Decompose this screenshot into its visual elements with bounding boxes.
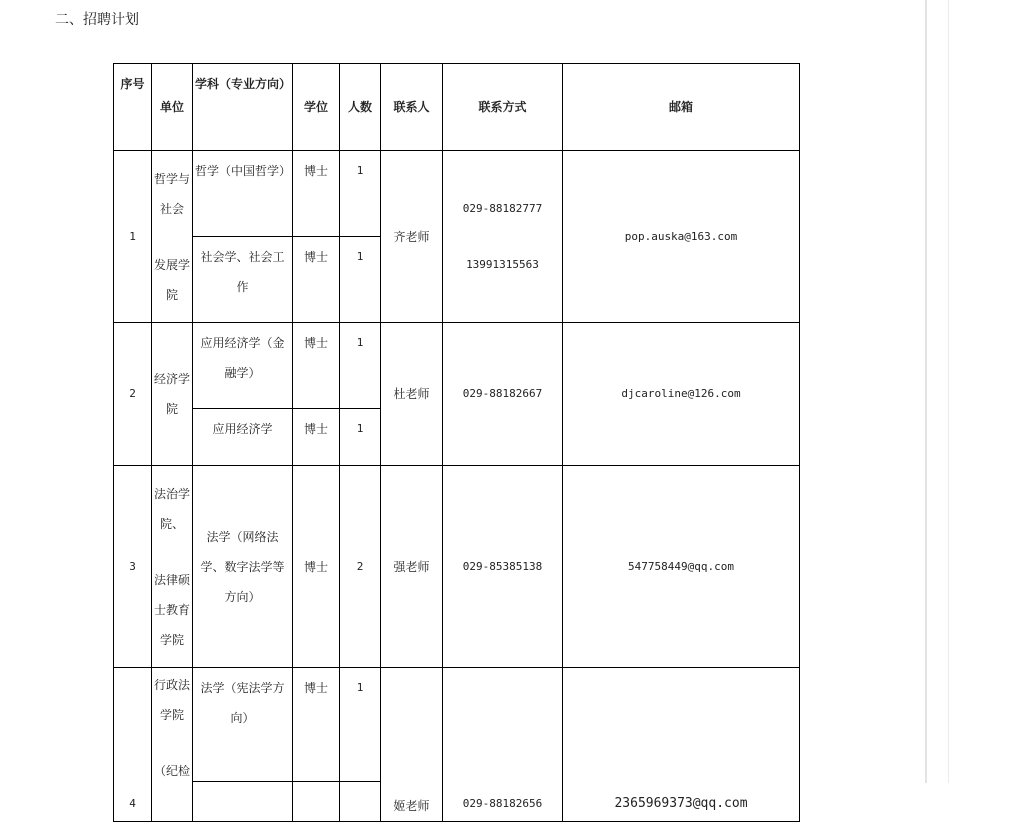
header-email: 邮箱 [563,64,800,151]
cell-count: 1 [340,237,381,323]
cell-email: 2365969373@qq.com [563,668,800,822]
cell-subject: 哲学（中国哲学） [193,151,293,237]
cell-contact: 姬老师 [381,668,443,822]
cell-count [340,782,381,822]
cell-count: 1 [340,151,381,237]
cell-count: 1 [340,323,381,409]
header-contact: 联系人 [381,64,443,151]
cell-email: 547758449@qq.com [563,466,800,668]
cell-seq: 3 [114,466,152,668]
cell-contact: 强老师 [381,466,443,668]
cell-unit-top: 哲学与社会 [154,171,191,216]
cell-phone: 029-88182667 [443,323,563,466]
scrollbar-divider [925,0,927,783]
header-unit: 单位 [152,64,193,151]
cell-count: 2 [340,466,381,668]
cell-degree: 博士 [293,151,340,237]
cell-phone: 029-85385138 [443,466,563,668]
cell-unit-bottom: 法律硕士教育学院 [154,572,191,647]
recruitment-table [113,63,800,822]
cell-unit: 经济学院 [152,323,193,466]
cell-subject [193,782,293,822]
cell-email: pop.auska@163.com [563,151,800,323]
header-degree: 学位 [293,64,340,151]
table-row [114,466,800,668]
section-title: 二、招聘计划 [55,12,139,28]
cell-subject: 法学（宪法学方向） [193,668,293,782]
table-header-row [114,64,800,151]
cell-seq: 1 [114,151,152,323]
cell-seq: 2 [114,323,152,466]
cell-degree: 博士 [293,409,340,466]
cell-phone-2: 13991315563 [466,257,539,271]
cell-phone [443,151,563,323]
table-row [114,668,800,782]
cell-seq: 4 [114,668,152,822]
header-subject: 学科（专业方向） [193,64,293,151]
cell-unit-top: 行政法学院 [154,678,191,722]
cell-count: 1 [340,409,381,466]
header-phone: 联系方式 [443,64,563,151]
cell-unit [152,151,193,323]
cell-subject: 应用经济学（金融学） [193,323,293,409]
header-count: 人数 [340,64,381,151]
cell-phone-1: 029-88182777 [462,201,543,215]
cell-degree: 博士 [293,237,340,323]
cell-count: 1 [340,668,381,782]
cell-contact: 齐老师 [381,151,443,323]
cell-degree [293,782,340,822]
cell-degree: 博士 [293,668,340,782]
table-row [114,323,800,409]
cell-unit [152,668,193,822]
cell-unit [152,466,193,668]
cell-email: djcaroline@126.com [563,323,800,466]
cell-unit-bottom: （纪检 [154,764,191,778]
cell-subject: 法学（网络法学、数字法学等方向） [193,466,293,668]
cell-unit-top: 法治学院、 [154,486,191,531]
cell-degree: 博士 [293,466,340,668]
cell-degree: 博士 [293,323,340,409]
cell-subject: 社会学、社会工作 [193,237,293,323]
cell-contact: 杜老师 [381,323,443,466]
cell-unit-bottom: 发展学院 [154,257,191,302]
cell-subject: 应用经济学 [193,409,293,466]
cell-phone: 029-88182656 [443,668,563,822]
header-seq: 序号 [114,64,152,151]
table-row [114,151,800,237]
scrollbar-track[interactable] [948,0,1018,783]
